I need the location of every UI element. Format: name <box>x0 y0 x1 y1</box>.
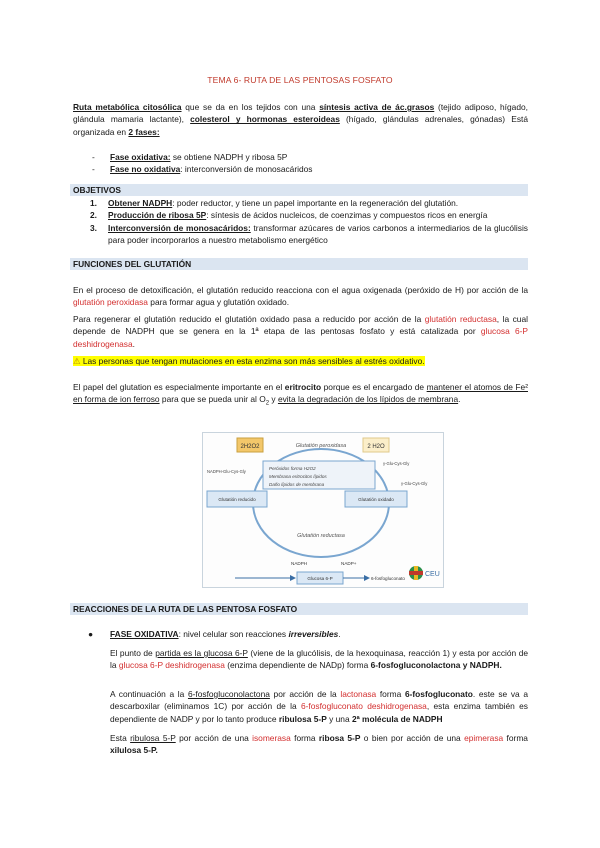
list-item: 3. Interconversión de monosacáridos: transformar azúcares de varios carbonos a intermediarios de la glucólisis para poder incorporarlos a nuestro metabolismo energético <box>90 222 528 245</box>
intro-term: Ruta metabólica citosólica <box>73 102 182 112</box>
g6p-label: Glucosa 6-P <box>307 576 333 581</box>
info-line: Membrana eritrocitos lípidos <box>269 474 327 479</box>
h2o2-label: 2H2O2 <box>240 444 260 450</box>
right-side-label: γ-Glu-Cys-Gly <box>383 461 410 466</box>
glutation-paragraph-2: Para regenerar el glutatión reducido el glutatión oxidado pasa a reducido por acción de la glutatión reductasa, la cual depende de NADPH que se genera en la 1ª etapa de las pentosas fosfato y está catalizada por glucosa 6-P deshidrogenasa. <box>73 314 528 349</box>
reduced-label: Glutatión reducido <box>218 497 256 502</box>
phases-list <box>92 151 512 176</box>
reaction-paragraph-1: El punto de partida es la glucosa 6-P (viene de la glucólisis, de la hexoquinasa, reacción 1) y esta por acción de la glucosa 6-P deshidrogenasa (enzima dependiente de NADp) forma 6-fosfogluconolactona y NADPH. <box>110 648 529 671</box>
left-side-label: NADPH-Glu-Cys-Gly <box>207 469 246 474</box>
bullet-icon: ● <box>88 629 94 639</box>
list-item: - Fase oxidativa: se obtiene NADPH y ribosa 5P <box>92 151 512 163</box>
reaction-paragraph-3: Esta ribulosa 5-P por acción de una isomerasa forma ribosa 5-P o bien por acción de una epimerasa forma xilulosa 5-P. <box>110 733 528 756</box>
info-line: Daño lípidos de membrana <box>269 482 325 487</box>
warning-note: ⚠ Las personas que tengan mutaciones en esta enzima son más sensibles al estrés oxidativo. <box>73 356 425 366</box>
glutathione-cycle-figure <box>202 432 444 588</box>
objetivos-list <box>82 197 528 246</box>
section-heading-glutation: FUNCIONES DEL GLUTATIÓN <box>70 258 528 270</box>
page-title: TEMA 6- RUTA DE LAS PENTOSAS FOSFATO <box>207 75 393 85</box>
list-item: - Fase no oxidativa: interconversión de monosacáridos <box>92 163 512 175</box>
intro-term: 2 fases: <box>128 126 160 137</box>
right-side-label: γ-Glu-Cys-Gly <box>401 481 428 486</box>
cycle-diagram <box>203 433 445 589</box>
info-line: Peróxidos forma H2O2 <box>269 466 316 471</box>
glutation-paragraph-3: El papel del glutation es especialmente importante en el eritrocito porque es el encargado de mantener el atomos de Fe² en forma de ion ferroso para que se pueda unir al $O_2$ y evita la degradación de los lípidos de membrana. <box>73 382 528 407</box>
section-heading-objetivos: OBJETIVOS <box>70 184 528 196</box>
warning-icon: ⚠ <box>73 356 81 366</box>
glutation-paragraph-1: En el proceso de detoxificación, el glutatión reducido reacciona con el agua oxigenada (peróxido de H) por acción de la glutatión peroxidasa para formar agua y glutatión oxidado. <box>73 285 528 308</box>
gluconato-label: 6-fosfogluconato <box>371 576 405 581</box>
peroxidase-label: Glutatión peroxidasa <box>295 443 347 449</box>
nadp-label: NADP+ <box>341 561 357 566</box>
nadph-label: NADPH <box>291 561 308 566</box>
logo-emblem <box>409 571 423 575</box>
list-item: 2. Producción de ribosa 5P: síntesis de ácidos nucleicos, de coenzimas y compuestos ricos en energía <box>90 210 488 221</box>
logo-text: CEU <box>425 571 440 578</box>
h2o-label: 2 H2O <box>367 444 385 450</box>
section-heading-reacciones: REACCIONES DE LA RUTA DE LAS PENTOSA FOSFATO <box>70 603 528 615</box>
fase-oxidativa-bullet: FASE OXIDATIVA: nivel celular son reacciones irreversibles. <box>110 629 341 639</box>
reductase-label: Glutatión reductasa <box>297 533 345 539</box>
intro-paragraph: Ruta metabólica citosólica que se da en los tejidos con una síntesis activa de ác.grasos (tejido adiposo, hígado, glándula mamaria lactante), colesterol y hormonas esteroideas (hígado, glándulas adrenales, gónadas) Está organizada en 2 fases: <box>73 102 528 137</box>
list-item: 1. Obtener NADPH: poder reductor, y tiene un papel importante en la regeneración del glutatión. <box>90 198 459 208</box>
reaction-paragraph-2: A continuación a la 6-fosfogluconolactona por acción de la lactonasa forma 6-fosfogluconato. este se va a descarboxilar (eliminamos 1C) por acción de la 6-fosfogluconato deshidrogenasa, esta enzima también es dependiente de NADP y por lo tanto produce ribulosa 5-P y una 2ª molécula de NADPH <box>110 689 529 724</box>
intro-term: colesterol y hormonas esteroideas <box>190 114 340 125</box>
intro-term: síntesis activa de ác.grasos <box>319 102 435 112</box>
oxidized-label: Glutatión oxidado <box>358 497 394 502</box>
